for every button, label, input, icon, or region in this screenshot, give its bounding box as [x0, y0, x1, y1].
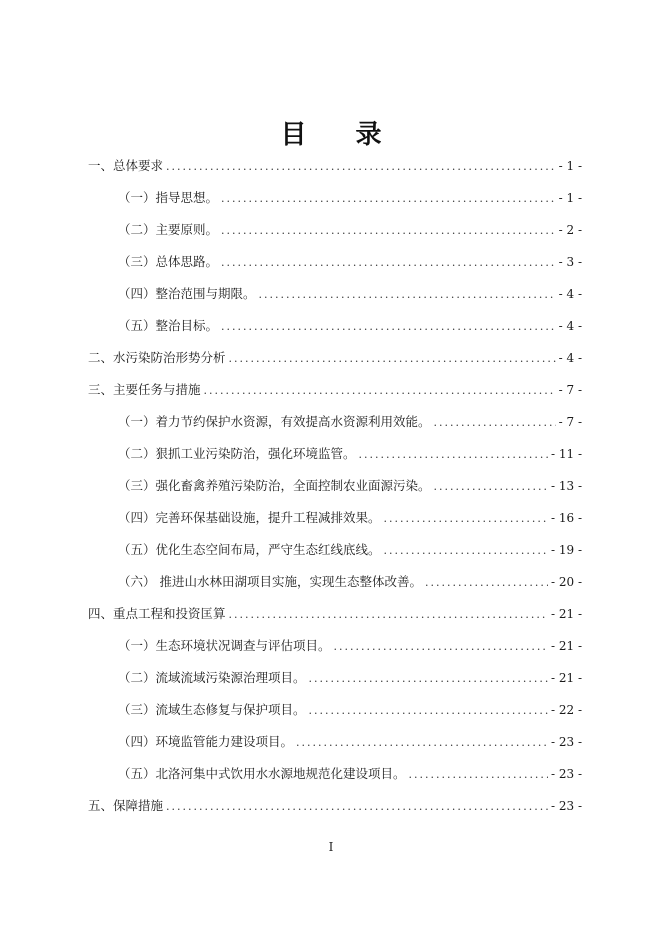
- toc-entry[interactable]: [88, 156, 582, 176]
- dot-leader: [425, 576, 548, 589]
- dot-leader: [166, 160, 556, 173]
- toc-entry[interactable]: [118, 508, 582, 528]
- dot-leader: [384, 544, 548, 557]
- toc-entry[interactable]: [88, 380, 582, 400]
- dot-leader: [309, 672, 548, 685]
- dot-leader: [409, 768, 548, 781]
- toc-entry[interactable]: [118, 252, 582, 272]
- toc-entry[interactable]: [118, 188, 582, 208]
- toc-entry-label: （一）指导思想。: [118, 190, 219, 205]
- toc-entry-label: （六） 推进山水林田湖项目实施，实现生态整体改善。: [118, 574, 422, 589]
- toc-entry-page: - 4 -: [558, 351, 582, 365]
- toc-entry-page: - 21 -: [550, 671, 582, 685]
- toc-entry-page: - 7 -: [558, 383, 582, 397]
- toc-entry-page: - 21 -: [550, 639, 582, 653]
- toc-entry-page: - 16 -: [550, 511, 582, 525]
- toc-entry-label: （三）强化畜禽养殖污染防治，全面控制农业面源污染。: [118, 478, 431, 493]
- toc-entry[interactable]: [118, 732, 582, 752]
- toc-entry[interactable]: [118, 476, 582, 496]
- toc-entry[interactable]: [118, 572, 582, 592]
- toc-entry-page: - 11 -: [550, 447, 582, 461]
- toc-entry-page: - 23 -: [550, 767, 582, 781]
- toc-entry-label: （四）整治范围与期限。: [118, 286, 256, 301]
- dot-leader: [229, 608, 548, 621]
- toc-entry-label: （四）环境监管能力建设项目。: [118, 734, 294, 749]
- toc-entry[interactable]: [88, 796, 582, 816]
- toc-entry[interactable]: [118, 700, 582, 720]
- toc-entry-label: （三）流域生态修复与保护项目。: [118, 702, 306, 717]
- dot-leader: [259, 288, 556, 301]
- dot-leader: [384, 512, 548, 525]
- toc-entry-page: - 13 -: [550, 479, 582, 493]
- toc-entry[interactable]: [118, 316, 582, 336]
- toc-entry-page: - 4 -: [558, 319, 582, 333]
- dot-leader: [166, 800, 548, 813]
- toc-entry-label: （一）生态环境状况调查与评估项目。: [118, 638, 331, 653]
- dot-leader: [434, 480, 548, 493]
- dot-leader: [309, 704, 548, 717]
- dot-leader: [296, 736, 548, 749]
- dot-leader: [221, 320, 556, 333]
- toc-entry[interactable]: [118, 764, 582, 784]
- toc-entry-label: （二）狠抓工业污染防治，强化环境监管。: [118, 446, 356, 461]
- toc-entry[interactable]: [118, 284, 582, 304]
- toc-entry-label: （二）流域流域污染源治理项目。: [118, 670, 306, 685]
- toc-entry[interactable]: [118, 220, 582, 240]
- toc-entry-page: - 22 -: [550, 703, 582, 717]
- toc-entry-label: （五）整治目标。: [118, 318, 219, 333]
- dot-leader: [204, 384, 556, 397]
- dot-leader: [434, 416, 556, 429]
- toc-entry-label: 四、重点工程和投资匡算: [88, 606, 226, 621]
- toc-entry-label: 二、水污染防治形势分析: [88, 350, 226, 365]
- toc-entry-page: - 1 -: [558, 191, 582, 205]
- toc-entry-label: （二）主要原则。: [118, 222, 219, 237]
- toc-entry[interactable]: [118, 444, 582, 464]
- dot-leader: [334, 640, 548, 653]
- toc-entry-page: - 23 -: [550, 735, 582, 749]
- dot-leader: [359, 448, 548, 461]
- toc-entry-page: - 1 -: [558, 159, 582, 173]
- toc-entry-page: - 2 -: [558, 223, 582, 237]
- toc-entry-label: （五）北洛河集中式饮用水水源地规范化建设项目。: [118, 766, 406, 781]
- page-number: I: [328, 840, 334, 854]
- dot-leader: [221, 224, 556, 237]
- toc-entry[interactable]: [118, 412, 582, 432]
- dot-leader: [221, 192, 556, 205]
- toc-entry[interactable]: [118, 668, 582, 688]
- toc-entry-label: （一）着力节约保护水资源，有效提高水资源利用效能。: [118, 414, 431, 429]
- toc-entry-page: - 19 -: [550, 543, 582, 557]
- toc-entry-page: - 3 -: [558, 255, 582, 269]
- toc-entry-label: 一、总体要求: [88, 158, 164, 173]
- toc-entry-label: （四）完善环保基础设施，提升工程减排效果。: [118, 510, 381, 525]
- toc-entry-label: 五、保障措施: [88, 798, 164, 813]
- dot-leader: [229, 352, 556, 365]
- toc-entry-page: - 21 -: [550, 607, 582, 621]
- toc-entry[interactable]: [118, 540, 582, 560]
- toc-entry-page: - 23 -: [550, 799, 582, 813]
- dot-leader: [221, 256, 556, 269]
- toc-entry[interactable]: [88, 348, 582, 368]
- toc-entry[interactable]: [88, 604, 582, 624]
- toc-entry-label: （五）优化生态空间布局，严守生态红线底线。: [118, 542, 381, 557]
- toc-entry-label: 三、主要任务与措施: [88, 382, 201, 397]
- toc-entry-label: （三）总体思路。: [118, 254, 219, 269]
- toc-entry-page: - 20 -: [550, 575, 582, 589]
- page-title: 目 录: [280, 120, 402, 150]
- toc-entry-page: - 7 -: [558, 415, 582, 429]
- toc-entry[interactable]: [118, 636, 582, 656]
- toc-entry-page: - 4 -: [558, 287, 582, 301]
